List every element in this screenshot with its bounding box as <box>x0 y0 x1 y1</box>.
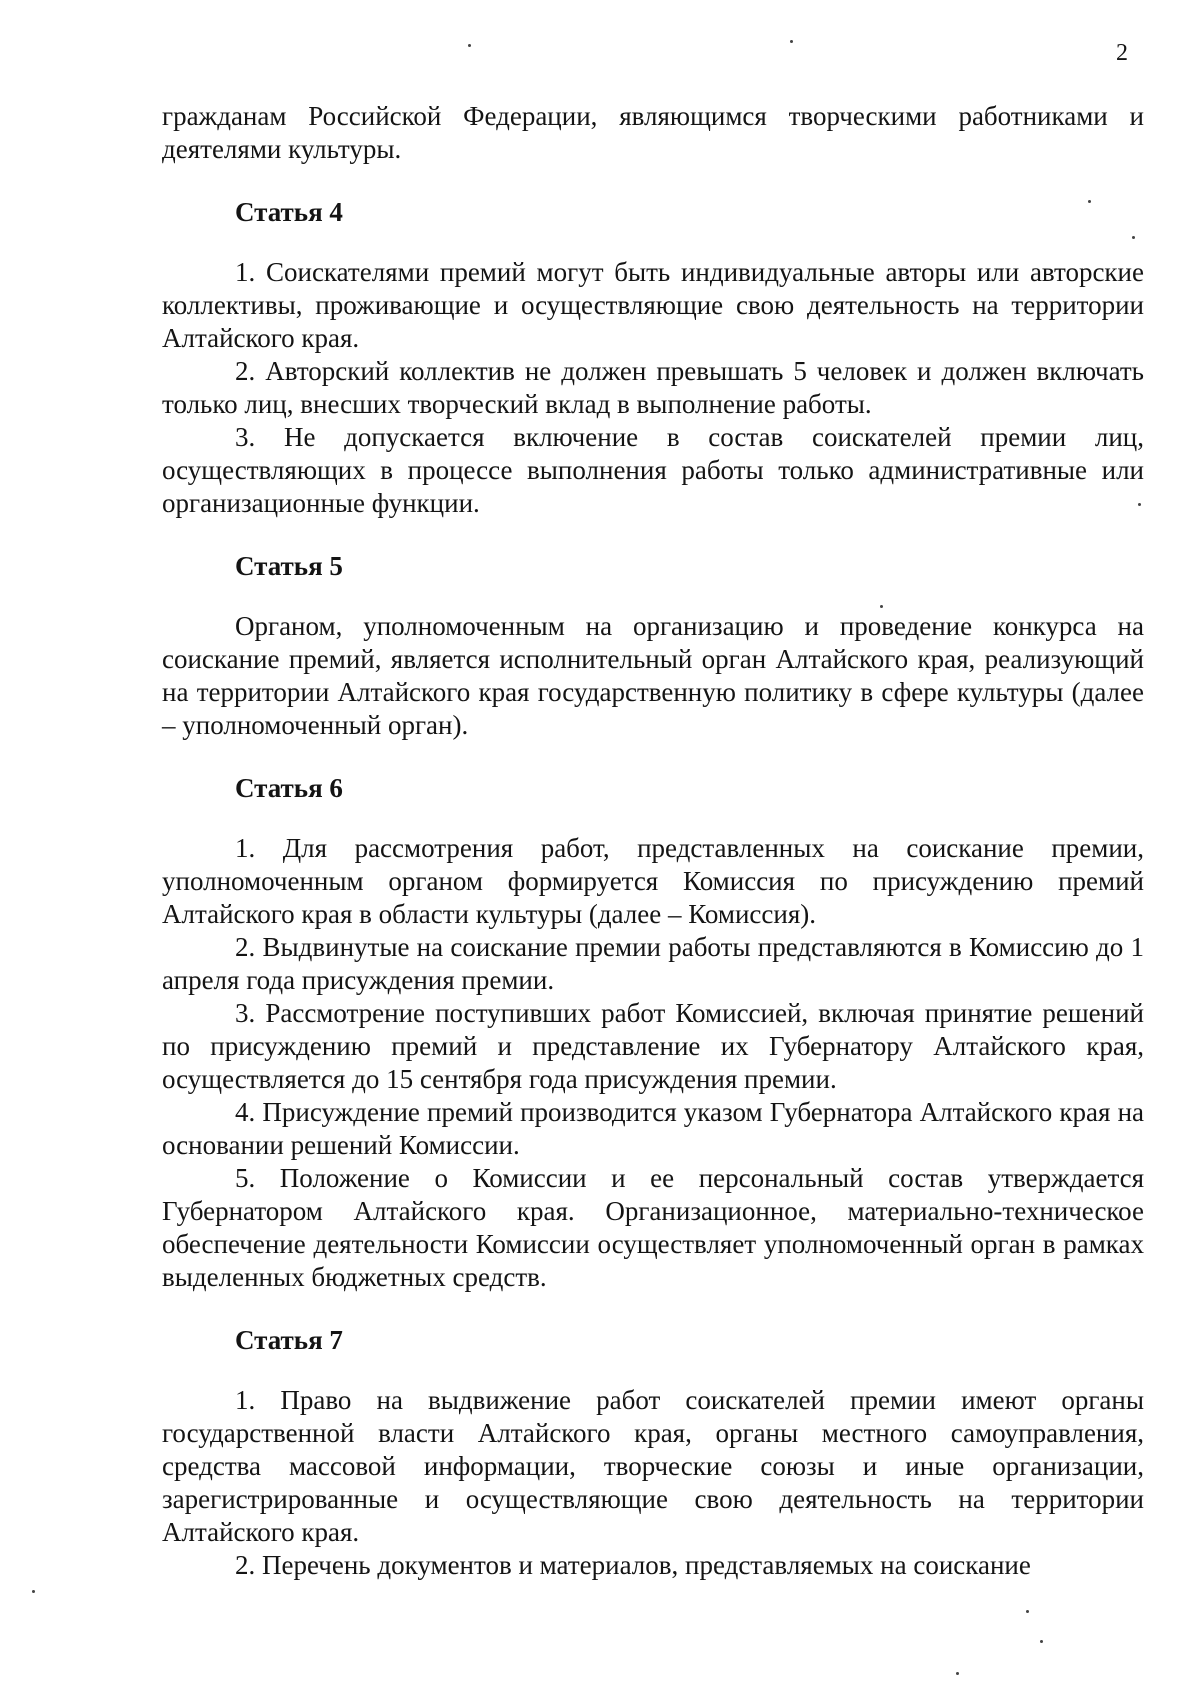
intro-paragraph: гражданам Российской Федерации, являющимся творческими работниками и деятелями культуры. <box>162 101 1144 164</box>
article-6-paragraph-2: 2. Выдвинутые на соискание премии работы представляются в Комиссию до 1 апреля года присуждения премии. <box>162 932 1144 995</box>
scan-speck <box>468 44 471 47</box>
article-4-paragraph-2: 2. Авторский коллектив не должен превышать 5 человек и должен включать только лиц, внесших творческий вклад в выполнение работы. <box>162 356 1144 419</box>
scan-speck <box>1138 503 1141 506</box>
page-number: 2 <box>1116 40 1128 66</box>
article-4-paragraph-3: 3. Не допускается включение в состав соискателей премии лиц, осуществляющих в процессе выполнения работы только административные или организационные функции. <box>162 422 1144 518</box>
scan-speck <box>790 40 793 43</box>
article-5-heading: Статья 5 <box>235 551 343 581</box>
article-6-paragraph-4: 4. Присуждение премий производится указом Губернатора Алтайского края на основании решений Комиссии. <box>162 1097 1144 1160</box>
article-6-heading: Статья 6 <box>235 773 343 803</box>
scan-speck <box>1132 236 1135 239</box>
article-4-paragraph-1: 1. Соискателями премий могут быть индивидуальные авторы или авторские коллективы, проживающие и осуществляющие свою деятельность на территории Алтайского края. <box>162 257 1144 353</box>
article-4-heading: Статья 4 <box>235 197 343 227</box>
article-6-paragraph-3: 3. Рассмотрение поступивших работ Комиссией, включая принятие решений по присуждению премий и представление их Губернатору Алтайского края, осуществляется до 15 сентября года присуждения премии. <box>162 998 1144 1094</box>
article-6-paragraph-1: 1. Для рассмотрения работ, представленных на соискание премии, уполномоченным органом формируется Комиссия по присуждению премий Алтайского края в области культуры (далее – Комиссия). <box>162 833 1144 929</box>
scan-speck <box>880 605 883 608</box>
article-7-paragraph-1: 1. Право на выдвижение работ соискателей премии имеют органы государственной власти Алтайского края, органы местного самоуправления, средства массовой информации, творческие союзы и иные организации, зарегистрированные и осуществляющие свою деятельность на территории Алтайского края. <box>162 1385 1144 1547</box>
scan-speck <box>1088 200 1091 203</box>
scan-speck <box>1026 1610 1029 1613</box>
article-6-paragraph-5: 5. Положение о Комиссии и ее персональный состав утверждается Губернатором Алтайского края. Организационное, материально-техническое обеспечение деятельности Комиссии осуществляет уполномоченный орган в рамках выделенных бюджетных средств. <box>162 1163 1144 1292</box>
scan-speck <box>32 1590 35 1593</box>
article-5-paragraph-1: Органом, уполномоченным на организацию и проведение конкурса на соискание премий, является исполнительный орган Алтайского края, реализующий на территории Алтайского края государственную политику в сфере культуры (далее – уполномоченный орган). <box>162 611 1144 740</box>
scan-speck <box>1040 1640 1043 1643</box>
document-body <box>162 100 1144 1582</box>
article-7-paragraph-2: 2. Перечень документов и материалов, представляемых на соискание <box>235 1550 1031 1580</box>
article-7-heading: Статья 7 <box>235 1325 343 1355</box>
scan-speck <box>956 1672 959 1675</box>
